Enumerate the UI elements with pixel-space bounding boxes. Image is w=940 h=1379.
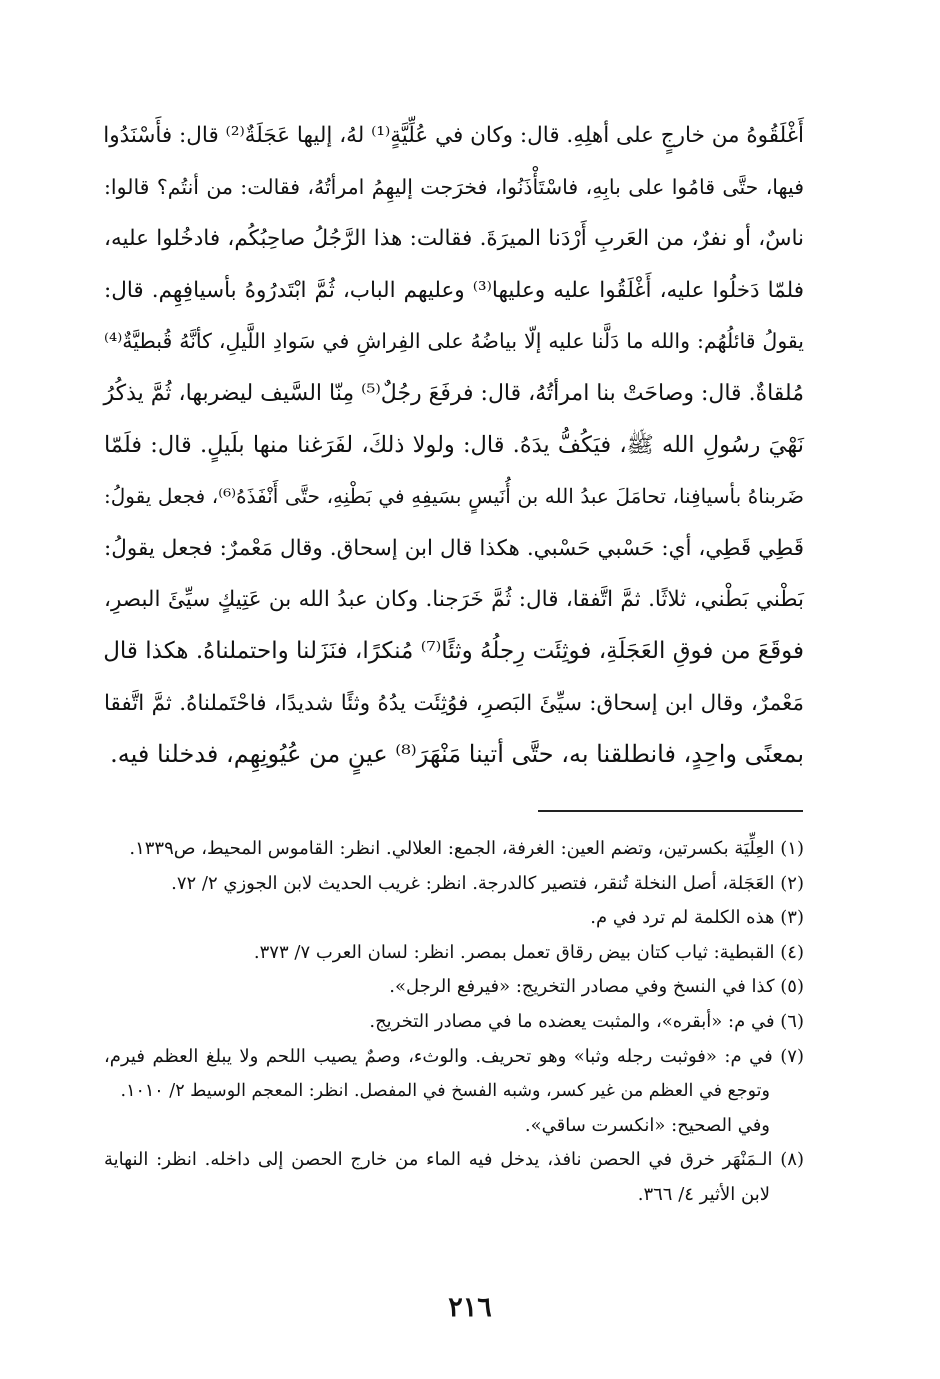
main-text-block	[104, 110, 804, 781]
main-text-line: قَطِي قَطِي، أي: حَسْبي حَسْبي. هكذا قال ابن إسحاق. وقال مَعْمرٌ: فجعل يقولُ:	[104, 535, 804, 561]
footnote-8-continuation: لابن الأثير ٤/ ٣٦٦.	[637, 1183, 770, 1205]
footnote-6: (٦) في م: «أبقره»، والمثبت يعضده ما في مصادر التخريج.	[369, 1010, 804, 1032]
main-text-line: بَطْني بَطْني، ثلاثًا. ثمَّ اتَّفقا، قال: ثُمَّ خَرَجنا. وكان عبدُ الله بن عَتِيكٍ سيِّئَ البصرِ،	[104, 587, 804, 613]
main-text-line: مُلقاةٌ. قال: وصاحَتْ بنا امرأتُهُ، قال: فرفَعَ رجُلٌ⁽⁵⁾ مِنّا السَّيف ليضربها، ثُمَّ يذكُرُ	[103, 380, 804, 406]
footnotes-block	[104, 832, 804, 1213]
footnote-7: (٧) في م: «فوثبت رجله وثبا» وهو تحريف. والوثء، وصمٌ يصيب اللحم ولا يبلغ العظم فيرم،	[104, 1045, 804, 1067]
footnote-7-continuation: وفي الصحيح: «انكسرت ساقي».	[524, 1114, 770, 1136]
main-text-line: ناسٌ، أو نفرٌ، من العَربِ أَرْدَنا الميرَةَ. فقالت: هذا الرَّجُلُ صاحِبُكُم، فادخُلوا عليه،	[104, 226, 804, 252]
footnote-separator	[538, 810, 803, 812]
main-text-line: فيها، حتَّى قامُوا على بابِهِ، فاسْتَأْذَنُوا، فخرَجت إليهِمُ امرأتُهُ، فقالت: من أنتُم؟ قالوا:	[104, 174, 804, 199]
footnote-8: (٨) الـمَنْهَر خرق في الحصن نافذ، يدخل فيه الماء من خارج الحصن إلى داخله. انظر: النهاية	[104, 1149, 804, 1171]
main-text-line: فوقَعَ من فوقِ العَجَلَةِ، فوثِئَت رِجلُهُ وثئًا⁽⁷⁾ مُنكرًا، فنَزَلنا واحتملناهُ. هكذا قال	[103, 637, 804, 664]
main-text-line: مَعْمرٌ، وقال ابن إسحاق: سيِّئَ البَصرِ، فوُثِئَت يدُهُ وثئًا شديدًا، فاحْتَملناهُ. ثمَّ اتَّفقا	[104, 690, 804, 716]
footnote-4: (٤) القبطية: ثياب كتان بيض رقاق تعمل بمصر. انظر: لسان العرب ٧/ ٣٧٣.	[253, 941, 804, 963]
footnote-7-continuation: وتوجع في العظم من غير كسر، وشبه الفسخ في المفصل. انظر: المعجم الوسيط ٢/ ١٠١٠.	[120, 1081, 770, 1102]
main-text-line: يقولُ قائلُهُم: والله ما دَلَّنا عليه إلّا بياضُهُ على الفِراشِ في سَوادِ اللَّيلِ، كأنَّهُ قُبطيَّةٌ⁽⁴⁾	[104, 329, 804, 354]
footnote-5: (٥) كذا في النسخ وفي مصادر التخريج: «فيرفع الرجل».	[389, 976, 804, 998]
main-text-line: ضَربناهُ بأسيافِنا، تحامَلَ عبدُ الله بن أُنَيسٍ بسَيفِهِ في بَطْنِهِ، حتَّى أَنْفَذَهُ⁽⁶⁾، فجعل يقولُ:	[104, 484, 804, 509]
main-text-line: نَهْيَ رسُولِ الله ﷺ، فيَكُفُّ يدَهُ. قال: ولولا ذلكَ، لفَرَغنا منها بلَيلٍ. قال: فلَمّا	[104, 431, 804, 458]
footnote-2: (٢) العَجَلة، أصل النخلة تُنقر، فتصير كالدرجة. انظر: غريب الحديث لابن الجوزي ٢/ ٧٢.	[171, 872, 804, 894]
main-text-line: أَغْلَقُوهُ من خارجٍ على أهلِهِ. قال: وكان في عُلِّيَّةٍ⁽¹⁾ لهُ، إليها عَجَلَةٌ⁽²⁾ قال: فأَسْنَدُوا	[103, 123, 804, 148]
footnote-3: (٣) هذه الكلمة لم ترد في م.	[590, 907, 804, 929]
main-text-line: بمعنًى واحِدٍ، فانطلقنا به، حتَّى أتينا مَنْهَرَ⁽⁸⁾ عينٍ من عُيُونِهِم، فدخلنا فيه.	[110, 740, 804, 769]
main-text-line: فلمّا دَخلُوا عليه، أَغْلَقُوا عليه وعليها⁽³⁾ وعليهم الباب، ثُمَّ ابْتَدرُوهُ بأسيافِهِم. قال:	[104, 277, 804, 303]
footnote-1: (١) العِلِّيَة بكسرتين، وتضم العين: الغرفة، الجمع: العلالي. انظر: القاموس المحيط، ص١٣٣٩.	[129, 838, 804, 859]
page-number: ٢١٦	[448, 1292, 492, 1323]
